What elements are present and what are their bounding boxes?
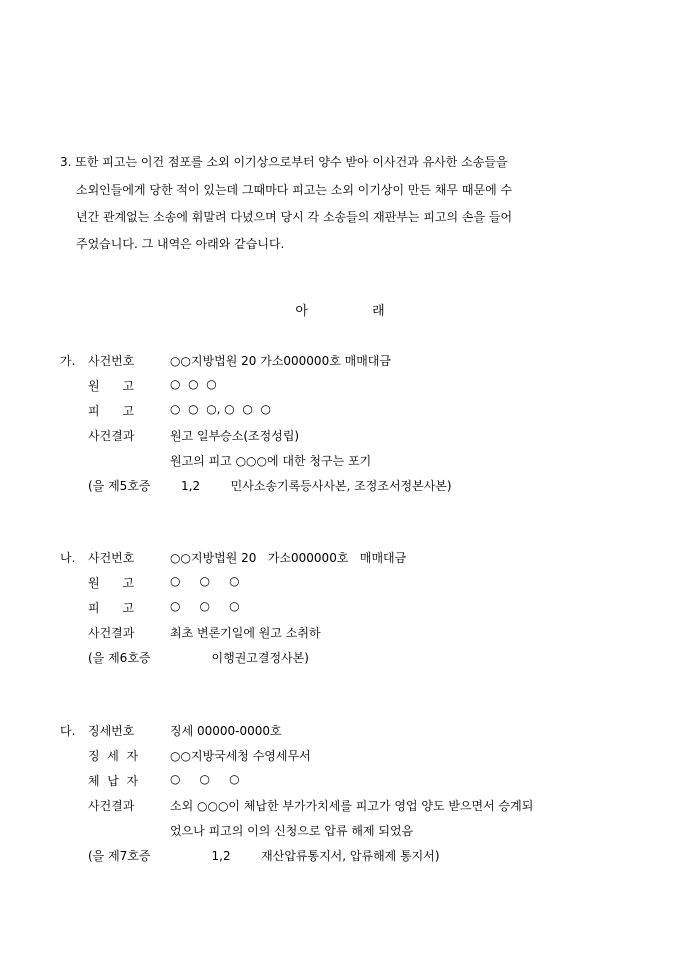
case-label: 사건번호 bbox=[88, 551, 135, 565]
case-label: 징세번호 bbox=[88, 724, 135, 738]
intro-line: 년간 관계없는 소송에 휘말려 다녔으며 당시 각 소송들의 재판부는 피고의 손을 들어 bbox=[76, 210, 513, 224]
case-label: 원 고 bbox=[88, 576, 135, 590]
case-value: ○○지방법원 20 가소000000호 매매대금 bbox=[170, 551, 407, 565]
case-value: 원고 일부승소(조정성립) bbox=[170, 429, 300, 443]
case-value: 소외 ○○○이 체납한 부가가치세를 피고가 영업 양도 받으면서 승계되 bbox=[170, 799, 534, 813]
case-value: ○ ○ ○ bbox=[170, 574, 240, 588]
case-label: 피 고 bbox=[88, 601, 135, 615]
section-heading bbox=[0, 300, 680, 319]
case-label: 징 세 자 bbox=[88, 749, 139, 763]
case-label: 피 고 bbox=[88, 404, 135, 418]
case-value: ○ ○ ○ bbox=[170, 772, 240, 786]
case-value: ○ ○ ○ bbox=[170, 599, 240, 613]
case-value: 최초 변론기일에 원고 소취하 bbox=[170, 626, 321, 640]
case-value: 었으나 피고의 이의 신청으로 압류 해제 되었음 bbox=[170, 824, 414, 838]
case-evidence: (을 제6호증 이행권고결정사본) bbox=[88, 651, 309, 665]
case-marker: 가. bbox=[60, 354, 76, 368]
heading-right: 래 bbox=[372, 304, 385, 319]
case-label: 원 고 bbox=[88, 379, 135, 393]
case-value: ○ ○ ○, ○ ○ ○ bbox=[170, 402, 271, 416]
case-label: 사건결과 bbox=[88, 799, 135, 813]
case-evidence: (을 제5호증 1,2 민사소송기록등사사본, 조정조서정본사본) bbox=[88, 479, 452, 493]
intro-line: 3. 또한 피고는 이건 점포를 소외 이기상으로부터 양수 받아 이사건과 유사한 소송들을 bbox=[60, 155, 508, 169]
case-label: 사건결과 bbox=[88, 626, 135, 640]
case-value: 원고의 피고 ○○○에 대한 청구는 포기 bbox=[170, 454, 372, 468]
case-label: 사건결과 bbox=[88, 429, 135, 443]
intro-line: 소외인들에게 당한 적이 있는데 그때마다 피고는 소외 이기상이 만든 채무 때문에 수 bbox=[76, 183, 513, 197]
heading-left: 아 bbox=[295, 304, 308, 319]
case-value: ○○지방법원 20 가소000000호 매매대금 bbox=[170, 354, 391, 368]
case-evidence: (을 제7호증 1,2 재산압류통지서, 압류해제 통지서) bbox=[88, 849, 440, 863]
case-value: ○ ○ ○ bbox=[170, 377, 217, 391]
case-marker: 다. bbox=[60, 724, 76, 738]
case-marker: 나. bbox=[60, 551, 76, 565]
case-value: ○○지방국세청 수영세무서 bbox=[170, 749, 311, 763]
intro-line: 주었습니다. 그 내역은 아래와 같습니다. bbox=[76, 237, 285, 251]
case-label: 체 납 자 bbox=[88, 774, 139, 788]
case-value: 징세 00000-0000호 bbox=[170, 724, 282, 738]
case-label: 사건번호 bbox=[88, 354, 135, 368]
